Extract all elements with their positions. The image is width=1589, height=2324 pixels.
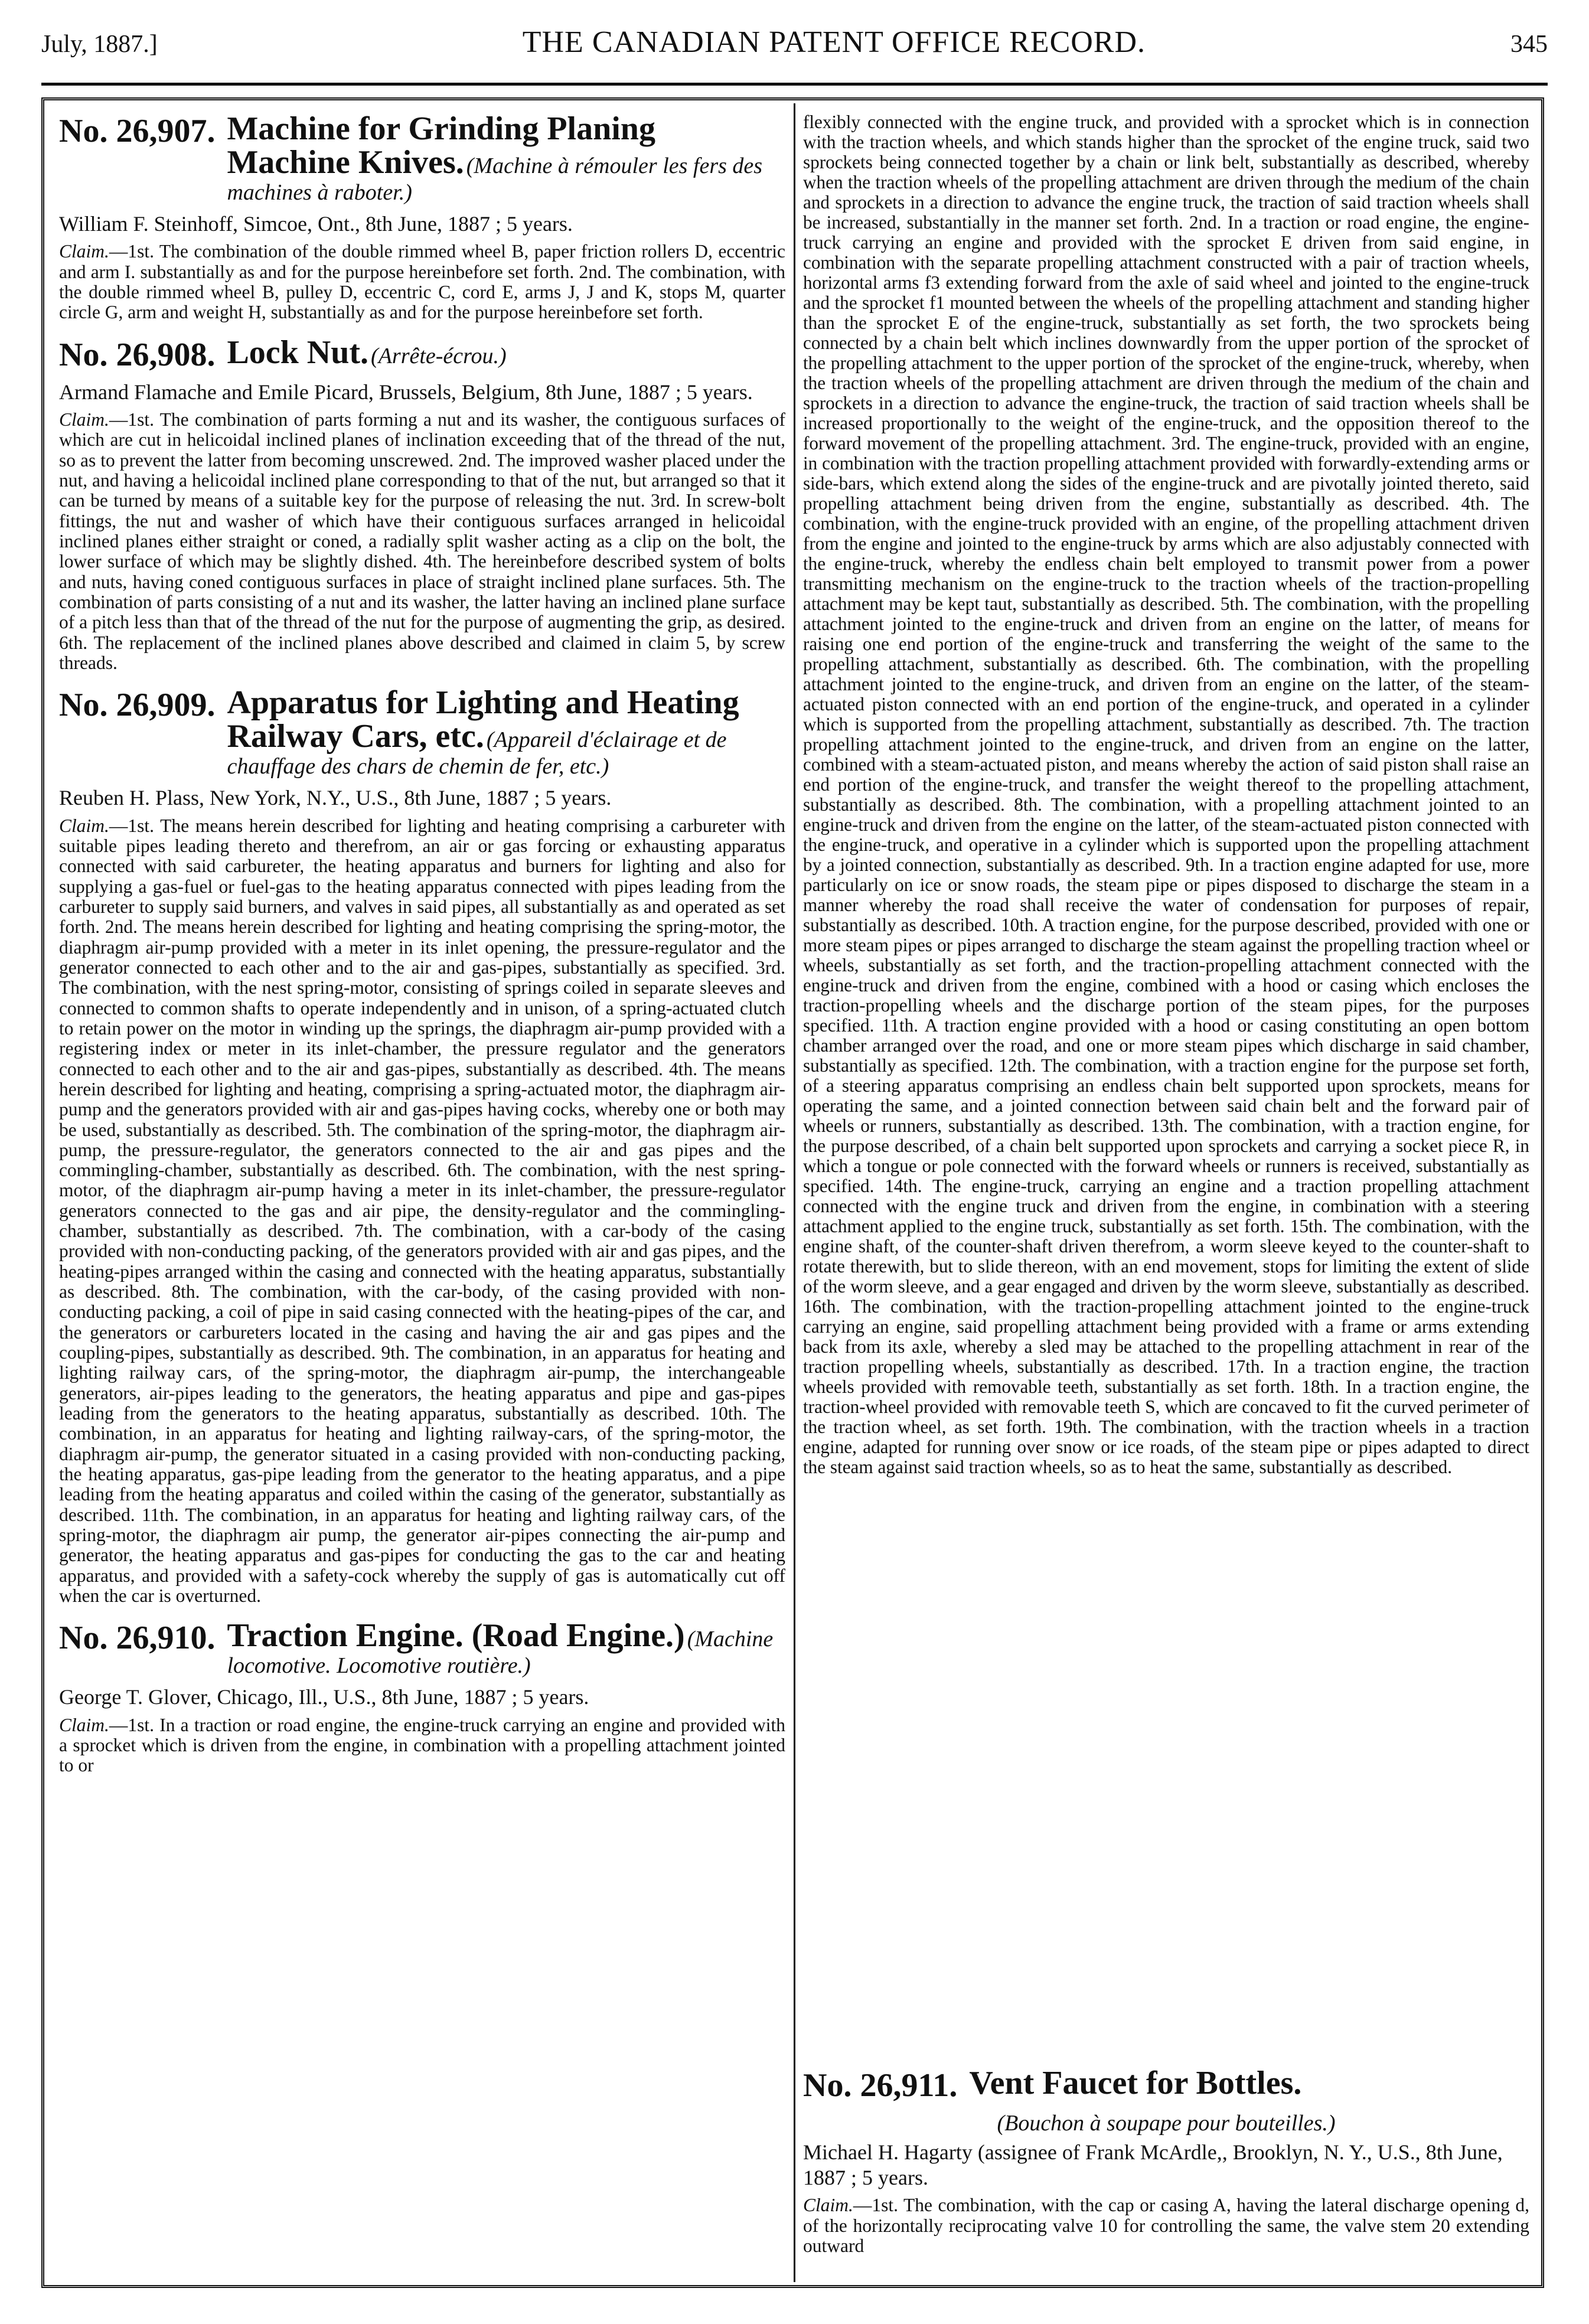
patent-entry-26911 (803, 2067, 1529, 2256)
claim-body: —1st. The combination, with the cap or casing A, having the lateral discharge opening d, of the horizontally reciprocating valve 10 for controlling the same, the valve stem 20 extending outward (803, 2195, 1529, 2257)
inventor-line: Michael H. Hagarty (assignee of Frank McArdle,, Brooklyn, N. Y., U.S., 8th June, 1887 ; 5 years. (803, 2140, 1503, 2190)
entry-heading (59, 686, 785, 779)
left-column (59, 112, 785, 2273)
claim-body: —1st. The combination of the double rimmed wheel B, paper friction rollers D, eccentric and arm I. substantially as and for the purpose hereinbefore set forth. 2nd. The combination, with the double rimmed wheel B, pulley D, eccentric C, cord E, arms J, J and K, stops M, quarter circle G, arm and weight H, substantially as and for the purpose hereinbefore set forth. (59, 241, 785, 323)
french-title: (Appareil d'éclairage et de chauffage des chars de chemin de fer, etc.) (227, 727, 727, 779)
patent-number: No. 26,909. (59, 687, 216, 724)
inventor-line: Armand Flamache and Emile Picard, Brussels, Belgium, 8th June, 1887 ; 5 years. (59, 380, 753, 404)
claim-body: —1st. In a traction or road engine, the engine-truck carrying an engine and provided with a sprocket which is driven from the engine, in combination with a propelling attachment jointed to or (59, 1714, 785, 1776)
claim-label: Claim. (59, 1714, 109, 1735)
patent-title: Apparatus for Lighting and Heating Railway Cars, etc. (227, 684, 739, 755)
claim-body: —1st. The combination of parts forming a nut and its washer, the contiguous surfaces of which are cut in helicoidal inclined planes of inclination exceeding that of the thread of the nut, so as to prevent the latter from becoming unscrewed. 2nd. The improved washer placed under the nut, and having a helicoidal inclined plane corresponding to that of the nut, but arranged so that it can be turned by means of a suitable key for the purpose of releasing the nut. 3rd. In screw-bolt fittings, the nut and washer of which have their contiguous surfaces arranged in helicoidal inclined planes either straight or coned, a radially split washer acting as a clip on the bolt, the lower surface of which may be slightly dished. 4th. The hereinbefore described system of bolts and nuts, having coned contiguous surfaces in place of straight inclined plane surfaces. 5th. The combination of parts consisting of a nut and its washer, the latter having an inclined plane surface of a pitch less than that of the thread of the nut for the purpose of augmenting the grip, as desired. 6th. The replacement of the inclined planes above described and claimed in claim 5, by screw threads. (59, 409, 785, 673)
inventor-line: William F. Steinhoff, Simcoe, Ont., 8th June, 1887 ; 5 years. (59, 212, 573, 236)
right-column (803, 112, 1529, 2061)
claim-label: Claim. (59, 815, 109, 836)
publication-title: THE CANADIAN PATENT OFFICE RECORD. (522, 25, 1146, 59)
claim-text (59, 410, 785, 673)
patent-number: No. 26,911. (803, 2067, 958, 2104)
column-divider (794, 103, 795, 2282)
claim-continuation-26910: flexibly connected with the engine truck, and provided with a sprocket which is in connection with the traction wheels, and which stands higher than the sprocket of the engine truck, said two sprockets being connected together by a chain or link belt, substantially as described, whereby when the traction wheels of the propelling attachment are driven through the medium of the chain and sprockets in a direction to advance the engine truck, the traction of said traction wheels shall be increased, substantially in the manner set forth. 2nd. In a traction or road engine, the engine-truck carrying an engine and provided with the sprocket E driven from said engine, in combination with the separate propelling attachment constructed with a pair of traction wheels, horizontal arms f3 extending forward from the axle of said wheel and jointed to the engine-truck and the sprocket f1 mounted between the wheels of the propelling attachment and standing higher than the sprocket E of the engine-truck, substantially as set forth, the two sprockets being connected by a chain belt which inclines downwardly from the upper portion of the sprocket of the propelling attachment to the upper portion of the sprocket of the engine-truck, whereby, when the traction wheels of the propelling attachment are driven through the medium of the chain and sprockets in a direction to advance the engine-truck, the traction of said traction wheels shall be increased proportionally to the weight of the engine-truck, and the opposition thereof to the forward movement of the propelling attachment. 3rd. The engine-truck, provided with an engine, in combination with the traction propelling attachment provided with forwardly-extending arms or side-bars, which extend along the sides of the engine-truck and are pivotally jointed thereto, said propelling attachment being driven from the engine, substantially as described. 4th. The combination, with the engine-truck provided with an engine, of the propelling attachment driven from the engine and jointed to the engine-truck by arms which are also adjustably connected with the engine-truck, whereby the endless chain belt employed to transmit power from a power transmitting mechanism on the engine-truck to the traction wheels of the traction-propelling attachment may be kept taut, substantially as described. 5th. The combination, with the propelling attachment jointed to the engine-truck and driven from an engine on the latter, of means for raising one end portion of the engine-truck and transferring the weight of the same to the propelling attachment, substantially as described. 6th. The combination, with the propelling attachment jointed to the engine-truck, and driven from an engine on the latter, of the steam-actuated piston connected with an end portion of the engine-truck, and operated in a cylinder which is supported from the propelling attachment, substantially as described. 7th. The traction propelling attachment jointed to the engine-truck, and driven from an engine on the latter, combined with a steam-actuated piston, and means whereby the action of said piston shall raise an end portion of the engine-truck, and transfer the weight thereof to the propelling attachment, substantially as described. 8th. The combination, with a propelling attachment jointed to an engine-truck and driven from the engine on the latter, of the steam-actuated piston connected with the engine-truck, and operative in a cylinder which is supported upon the propelling attachment by a jointed connection, substantially as described. 9th. In a traction engine adapted for use, more particularly on ice or snow roads, the steam pipe or pipes disposed to discharge the steam in a manner whereby the road shall receive the water of condensation for purposes of repair, substantially as described. 10th. A traction engine, for the purpose described, provided with one or more steam pipes or pipes arranged to discharge the steam against the propelling traction wheel or wheels, substantially as set forth, and the traction-propelling attachment connected with the engine-truck and driven from the engine, combined with a hood or casing which encloses the traction-propelling wheels and the discharge portion of the steam pipes, for the purposes specified. 11th. A traction engine provided with a hood or casing constituting an open bottom chamber arranged over the road, and one or more steam pipes which discharge in said chamber, substantially as specified. 12th. The combination, with a traction engine for the purpose set forth, of a steering apparatus comprising an endless chain belt supported upon sprockets, means for operating the same, and a jointed connection between said chain belt and the forward pair of wheels or runners, substantially as described. 13th. The combination, with a traction engine, for the purpose described, of a chain belt supported upon sprockets and carrying a socket piece R, in which a tongue or pole connected with the forward wheels or runners is received, substantially as specified. 14th. The engine-truck, carrying an engine and a traction propelling attachment connected with the engine truck and driven from the engine, in combination with a steering attachment applied to the engine truck, substantially as set forth. 15th. The combination, with the engine shaft, of the counter-shaft driven therefrom, a worm sleeve keyed to the counter-shaft to rotate therewith, but to slide thereon, with an end movement, stops for limiting the extent of slide of the worm sleeve, and a gear engaged and driven by the worm sleeve, substantially as described. 16th. The combination, with the traction-propelling attachment jointed to the engine-truck carrying an engine, said propelling attachment being provided with a frame or arms extending back from its axle, whereby a sled may be attached to the propelling attachment in rear of the traction propelling wheels, substantially as described. 17th. In a traction engine, the traction wheels provided with removable teeth, substantially as set forth. 18th. In a traction engine, the traction-wheel provided with removable teeth S, which are concaved to fit the curved perimeter of the traction wheel, as set forth. 19th. The combination, with the traction wheels in a traction engine, adapted for running over snow or ice roads, of the steam pipe or pipes adapted to direct the steam against said traction wheels, so as to heat the same, substantially as described. (803, 112, 1529, 1477)
patent-title: Lock Nut. (227, 334, 369, 371)
patent-number: No. 26,907. (59, 113, 216, 149)
patent-entry-26907 (59, 112, 785, 323)
claim-text (59, 816, 785, 1607)
entry-heading (59, 112, 785, 205)
french-title: (Bouchon à soupape pour bouteilles.) (997, 2111, 1336, 2136)
patent-entry-26909 (59, 686, 785, 1606)
entry-heading (803, 2067, 1529, 2104)
entry-heading (59, 1619, 785, 1679)
claim-text (59, 241, 785, 322)
patent-title: Vent Faucet for Bottles. (969, 2065, 1302, 2101)
patent-title: Traction Engine. (Road Engine.) (227, 1617, 685, 1654)
claim-body: —1st. The means herein described for lighting and heating comprising a carbureter with suitable pipes leading thereto and therefrom, an air or gas forcing or exhausting apparatus connected with said carbureter, the heating apparatus and burners for lighting and also for supplying a gas-fuel or fuel-gas to the heating apparatus connected with pipes leading from the carbureter to supply said burners, and valves in said pipes, all substantially as and operated as set forth. 2nd. The means herein described for lighting and heating comprising the spring-motor, the diaphragm air-pump provided with a meter in its inlet opening, the pressure-regulator and the generator connected to each other and to the air and gas-pipes, substantially as specified. 3rd. The combination, with the nest spring-motor, consisting of springs coiled in separate sleeves and connected to common shafts to operate independently and in unison, of a spring-actuated clutch to retain power on the motor in winding up the springs, the diaphragm air-pump provided with a registering index or meter in its inlet-chamber, the pressure regulator and the generators connected to each other and to the air and gas-pipes, substantially as described. 4th. The means herein described for lighting and heating, comprising a spring-actuated motor, the diaphragm air-pump and the generators provided with air and gas-pipes having cocks, whereby one or both may be used, substantially as described. 5th. The combination of the spring-motor, the diaphragm air-pump, the pressure-regulator, the generators connected to the air and gas pipes and the commingling-chamber, substantially as described. 6th. The combination, with the nest spring-motor, of the diaphragm air-pump having a meter in its inlet-chamber, the pressure-regulator generators connected to the gas and air pipe, the density-regulator and the commingling-chamber, substantially as described. 7th. The combination, with a car-body of the casing provided with non-conducting packing, of the generators provided with air and gas pipes, and the heating-pipes arranged within the casing and connected with the heating apparatus, substantially as described. 8th. The combination, with the car-body, of the casing provided with non-conducting packing, a coil of pipe in said casing connected with the heating-pipes of the car, and the generators or carbureters located in the casing and having the air and gas pipes and the coupling-pipes, substantially as described. 9th. The combination, in an apparatus for heating and lighting railway cars, of the spring-motor, the diaphragm air-pump, the interchangeable generators, air-pipes leading to the generators, the heating apparatus and pipe and gas-pipes leading from the generators to the heating apparatus, substantially as described. 10th. The combination, in an apparatus for heating and lighting railway-cars, of the spring-motor, the diaphragm air-pump, the generator situated in a casing provided with non-conducting packing, the heating apparatus, gas-pipe leading from the generator to the heating apparatus, and a pipe leading from the heating apparatus and coiled within the casing of the generator, substantially as described. 11th. The combination, in an apparatus for heating and lighting railway cars, of the spring-motor, the diaphragm air pump, the generator air-pipes connecting the air-pump and generator, the heating apparatus and gas-pipes for conducting the gas to the car and heating apparatus, and provided with a safety-cock whereby the supply of gas is automatically cut off when the car is overturned. (59, 815, 785, 1607)
page-number: 345 (1510, 31, 1548, 58)
claim-label: Claim. (803, 2195, 853, 2216)
claim-text (59, 1715, 785, 1776)
claim-label: Claim. (59, 409, 109, 430)
french-title: (Arrête-écrou.) (371, 343, 507, 368)
patent-number: No. 26,908. (59, 336, 216, 373)
patent-entry-26908 (59, 336, 785, 673)
inventor-line: George T. Glover, Chicago, Ill., U.S., 8th June, 1887 ; 5 years. (59, 1685, 589, 1709)
french-title: (Machine locomotive. Locomotive routière.) (227, 1627, 774, 1679)
french-title: (Machine à rémouler les fers des machines à raboter.) (227, 154, 763, 205)
running-head (41, 25, 1548, 72)
patent-title: Machine for Grinding Planing Machine Knives. (227, 112, 655, 181)
inventor-line: Reuben H. Plass, New York, N.Y., U.S., 8th June, 1887 ; 5 years. (59, 786, 612, 810)
issue-date: July, 1887.] (41, 31, 158, 58)
header-rule (41, 83, 1548, 86)
patent-number: No. 26,910. (59, 1620, 216, 1657)
claim-text (803, 2195, 1529, 2256)
claim-label: Claim. (59, 241, 109, 262)
patent-entry-26910 (59, 1619, 785, 1775)
entry-heading (59, 336, 785, 374)
